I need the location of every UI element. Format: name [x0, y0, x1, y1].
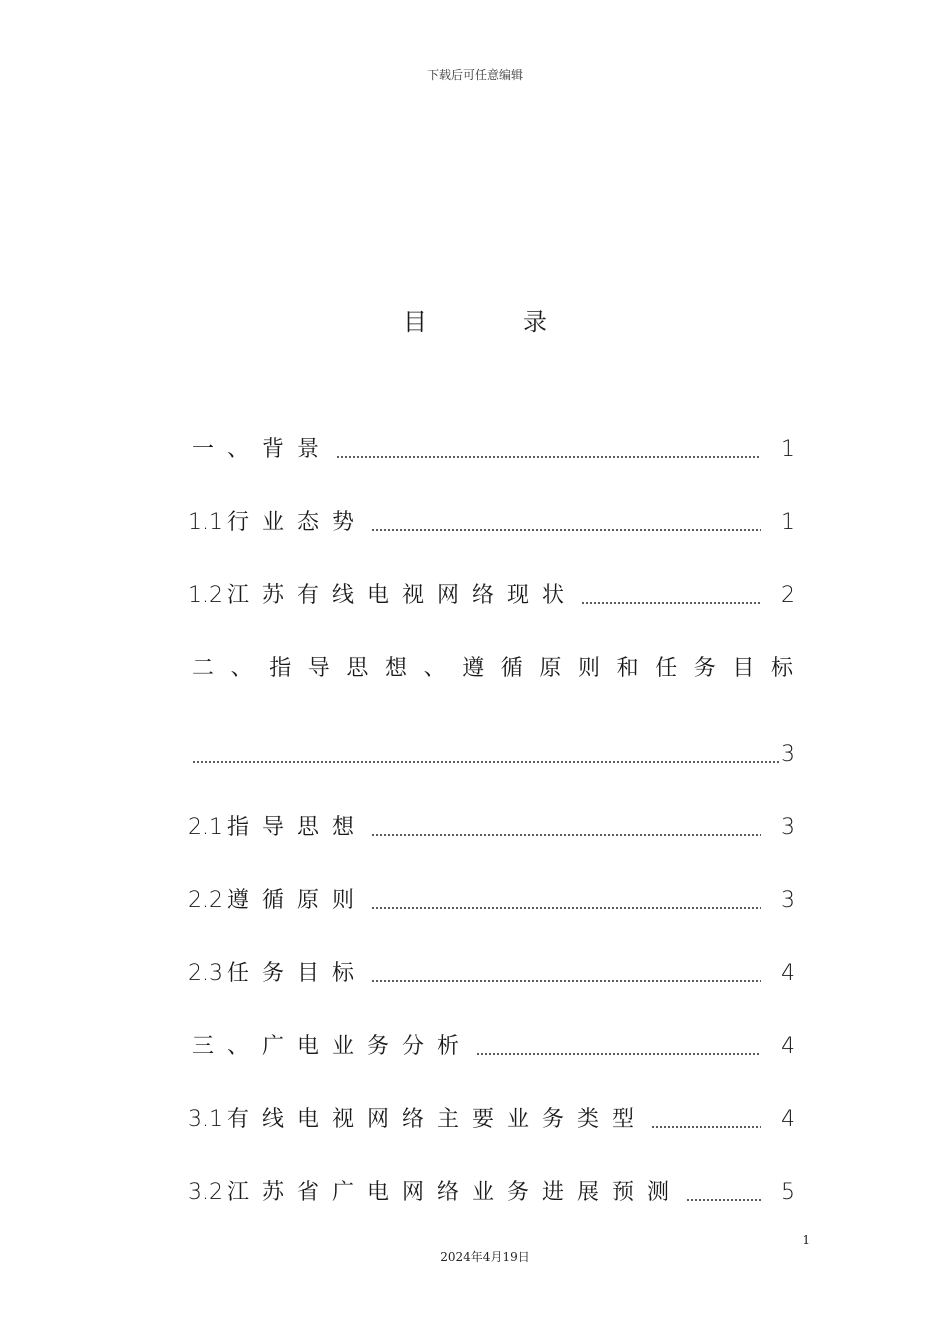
toc-entry-page: 4	[781, 1107, 795, 1132]
toc-entry[interactable]	[188, 812, 795, 844]
page-number: 1	[802, 1233, 810, 1247]
toc-entry[interactable]	[188, 580, 795, 612]
toc-entry-title: 指导思想	[227, 815, 368, 840]
dot-leader	[686, 1197, 761, 1203]
toc-entry-title: 遵循原则	[227, 888, 368, 913]
toc-entry-number: 2.3	[188, 961, 223, 986]
toc-entry-number: 3.1	[188, 1107, 223, 1132]
dot-leader	[476, 1051, 761, 1057]
toc-entry-page: 1	[781, 437, 795, 462]
toc-entry-page: 3	[781, 888, 795, 913]
footer-date: 2024年4月19日	[440, 1250, 530, 1264]
dot-leader	[192, 759, 781, 765]
header-note: 下载后可任意编辑	[426, 68, 523, 82]
toc-entry-number: 2.1	[188, 815, 223, 840]
dot-leader	[581, 600, 761, 606]
toc-entry-number: 1.2	[188, 583, 223, 608]
dot-leader	[371, 527, 761, 533]
toc-entry[interactable]	[188, 958, 795, 990]
toc-entry[interactable]	[188, 739, 795, 771]
dot-leader	[371, 905, 761, 911]
toc-entry-page: 5	[781, 1180, 795, 1205]
toc-entry[interactable]	[188, 1031, 795, 1063]
dot-leader	[371, 978, 761, 984]
toc-entry-number: 2.2	[188, 888, 223, 913]
dot-leader	[336, 454, 761, 460]
toc-entry-title: 江苏省广电网络业务进展预测	[227, 1180, 683, 1205]
toc-entry[interactable]	[188, 885, 795, 917]
toc-entry-page: 1	[781, 510, 795, 535]
toc-entry[interactable]	[188, 1177, 795, 1209]
toc-entry-title: 三、广电业务分析	[192, 1034, 473, 1059]
toc-entry-title: 行业态势	[227, 510, 368, 535]
toc-entry-number: 3.2	[188, 1180, 223, 1205]
dot-leader	[371, 832, 761, 838]
toc-entry-page: 2	[781, 583, 795, 608]
toc-entry[interactable]	[188, 653, 810, 685]
toc-entry-title: 江苏有线电视网络现状	[227, 583, 578, 608]
toc-entry-page: 4	[781, 961, 795, 986]
dot-leader	[651, 1124, 761, 1130]
toc-entry[interactable]	[188, 507, 795, 539]
toc-entry-page: 3	[781, 742, 795, 767]
toc-entry-title: 一、背景	[192, 437, 333, 462]
toc-entry-title: 二、指导思想、遵循原则和任务目标	[192, 656, 810, 681]
toc-entry-title: 有线电视网络主要业务类型	[227, 1107, 648, 1132]
toc-entry-page: 4	[781, 1034, 795, 1059]
toc-entry-page: 3	[781, 815, 795, 840]
toc-title: 目录	[403, 308, 643, 336]
toc-entry[interactable]	[188, 434, 795, 466]
toc-entry[interactable]	[188, 1104, 795, 1136]
toc-entry-title: 任务目标	[227, 961, 368, 986]
toc-entry-number: 1.1	[188, 510, 223, 535]
